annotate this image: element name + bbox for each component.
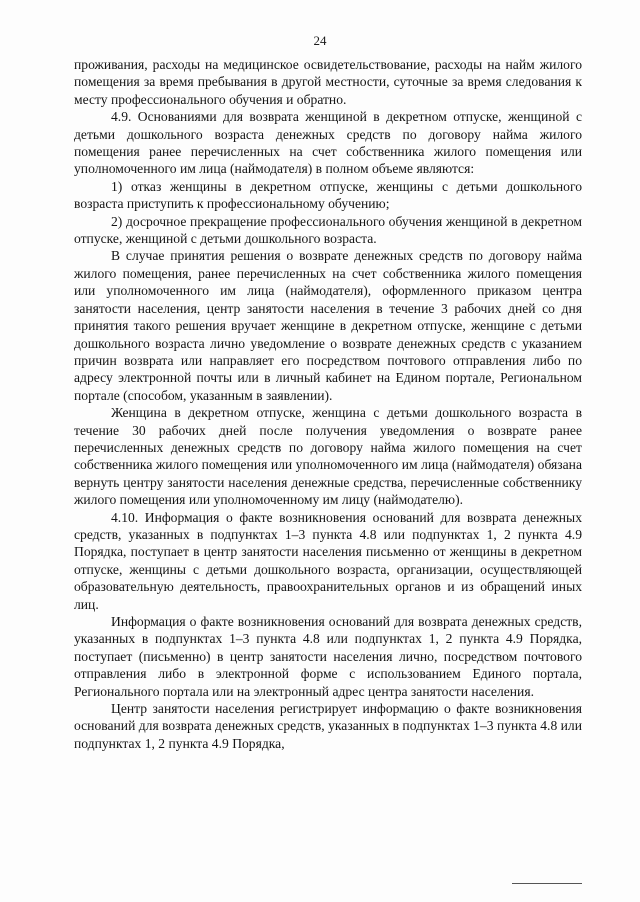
- paragraph-4-10: 4.10. Информация о факте возникновения оснований для возврата денежных средств, указанных в подпунктах 1–3 пункта 4.8 или подпунктах 1, 2 пункта 4.9 Порядка, поступает в центр занятости населения письменно от женщины в декретном отпуске, женщины с детьми дошкольного возраста, организации, осуществляющей образовательную деятельность, правоохранительных органов и из обращений иных лиц.: [74, 509, 582, 612]
- paragraph-4-9-item-1: 1) отказ женщины в декретном отпуске, женщины с детьми дошкольного возраста приступить к профессиональному обучению;: [74, 178, 582, 212]
- paragraph-refund-deadline: Женщина в декретном отпуске, женщина с детьми дошкольного возраста в течение 30 рабочих дней после получения уведомления о возврате ранее перечисленных денежных средств по договору найма жилого помещения на счет собственника жилого помещения или уполномоченного им лица (наймодателя) обязана вернуть центру занятости населения денежные средства, перечисленные собственнику жилого помещения или уполномоченному им лицу (наймодателю).: [74, 405, 582, 508]
- page-number: 24: [313, 33, 327, 48]
- document-body: [74, 56, 582, 752]
- paragraph-continuation: проживания, расходы на медицинское освидетельствование, расходы на найм жилого помещения за время пребывания в другой местности, суточные за время следования к месту профессионального обучения и обратно.: [74, 57, 582, 107]
- paragraph-4-9: 4.9. Основаниями для возврата женщиной в декретном отпуске, женщиной с детьми дошкольного возраста денежных средств по договору найма жилого помещения ранее перечисленных на счет собственника жилого помещения или уполномоченного им лица (наймодателя) в полном объеме являются:: [74, 109, 582, 177]
- paragraph-registration: Центр занятости населения регистрирует информацию о факте возникновения оснований для возврата денежных средств, указанных в подпунктах 1–3 пункта 4.8 или подпунктах 1, 2 пункта 4.9 Порядка,: [74, 701, 582, 751]
- paragraph-refund-decision: В случае принятия решения о возврате денежных средств по договору найма жилого помещения, ранее перечисленных на счет собственника жилого помещения или уполномоченного им лица (наймодателя), оформленного приказом центра занятости населения, центр занятости населения в течение 3 рабочих дней со дня принятия такого решения вручает женщине в декретном отпуске, женщине с детьми дошкольного возраста лично уведомление о возврате денежных средств с указанием причин возврата или направляет его посредством почтового отправления либо по адресу электронной почты или в личный кабинет на Едином портале, Региональном портале (способом, указанным в заявлении).: [74, 248, 582, 403]
- paragraph-information-submission: Информация о факте возникновения оснований для возврата денежных средств, указанных в подпунктах 1–3 пункта 4.8 или подпунктах 1, 2 пункта 4.9 Порядка, поступает (письменно) в центр занятости населения лично, посредством почтового отправления либо в электронной форме с использованием Единого портала, Регионального портала или на электронный адрес центра занятости населения.: [74, 614, 582, 699]
- paragraph-4-9-item-2: 2) досрочное прекращение профессионального обучения женщиной в декретном отпуске, женщиной с детьми дошкольного возраста.: [74, 213, 582, 247]
- footer-rule: [512, 883, 582, 884]
